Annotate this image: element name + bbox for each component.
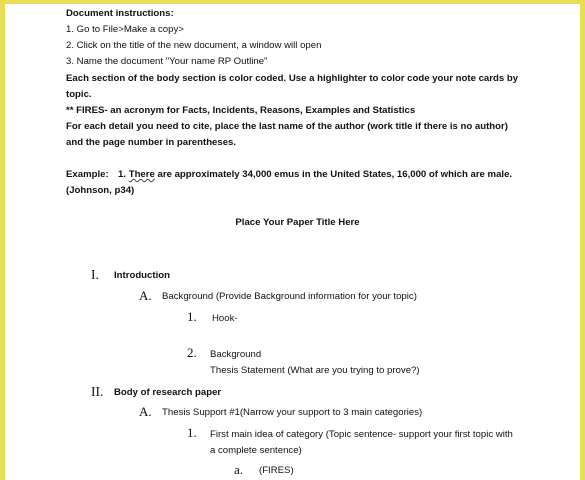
outline-numeral-1: I. — [91, 267, 99, 282]
example-label: Example: — [66, 169, 109, 180]
example-number: 1. — [118, 169, 127, 180]
example-squiggled-word: There — [128, 169, 155, 180]
outline-2-item-1-line-2: a complete sentence) — [210, 445, 302, 456]
outline-1-sub-a-letter: A. — [139, 288, 152, 303]
cite-instruction-line-1: For each detail you need to cite, place the last name of the author (work title if there is no author) — [66, 121, 508, 132]
outline-1-item-2-number: 2. — [187, 345, 197, 360]
instruction-step-3: 3. Name the document "Your name RP Outline" — [66, 56, 268, 67]
color-code-line-2: topic. — [66, 89, 92, 100]
example-sentence: are approximately 34,000 emus in the United States, 16,000 of which are male. — [154, 169, 513, 180]
paper-title: Place Your Paper Title Here — [235, 217, 360, 228]
color-code-line-1: Each section of the body section is color coded. Use a highlighter to color code your note cards by — [66, 73, 519, 84]
outline-2-item-1-a-text: (FIRES) — [259, 465, 294, 476]
outline-2-item-1-a-letter: a. — [234, 462, 244, 477]
outline-section-1-title: Introduction — [114, 270, 170, 281]
outline-1-item-2-line-2: Thesis Statement (What are you trying to prove?) — [210, 365, 420, 376]
outline-section-2-title: Body of research paper — [114, 387, 222, 398]
cite-instruction-line-2: and the page number in parentheses. — [66, 137, 237, 148]
outline-2-item-1-number: 1. — [187, 425, 197, 440]
example-line — [66, 169, 512, 181]
instructions-heading: Document instructions: — [66, 8, 174, 19]
example-citation: (Johnson, p34) — [66, 185, 135, 196]
outline-1-item-1-number: 1. — [187, 309, 197, 324]
instruction-step-2: 2. Click on the title of the new document, a window will open — [66, 40, 322, 51]
fires-definition: ** FIRES- an acronym for Facts, Incidents, Reasons, Examples and Statistics — [66, 105, 416, 116]
outline-2-sub-a-letter: A. — [139, 404, 152, 419]
outline-numeral-2: II. — [91, 384, 104, 399]
outline-1-sub-a-text: Background (Provide Background information for your topic) — [162, 291, 417, 302]
outline-2-item-1-text: First main idea of category (Topic sentence- support your first topic with — [210, 429, 513, 440]
outline-1-item-2-text: Background — [210, 349, 262, 360]
instruction-step-1: 1. Go to File>Make a copy> — [66, 24, 184, 35]
outline-2-sub-a-text: Thesis Support #1(Narrow your support to 3 main categories) — [162, 407, 423, 418]
outline-1-item-1-text: Hook- — [212, 313, 238, 324]
